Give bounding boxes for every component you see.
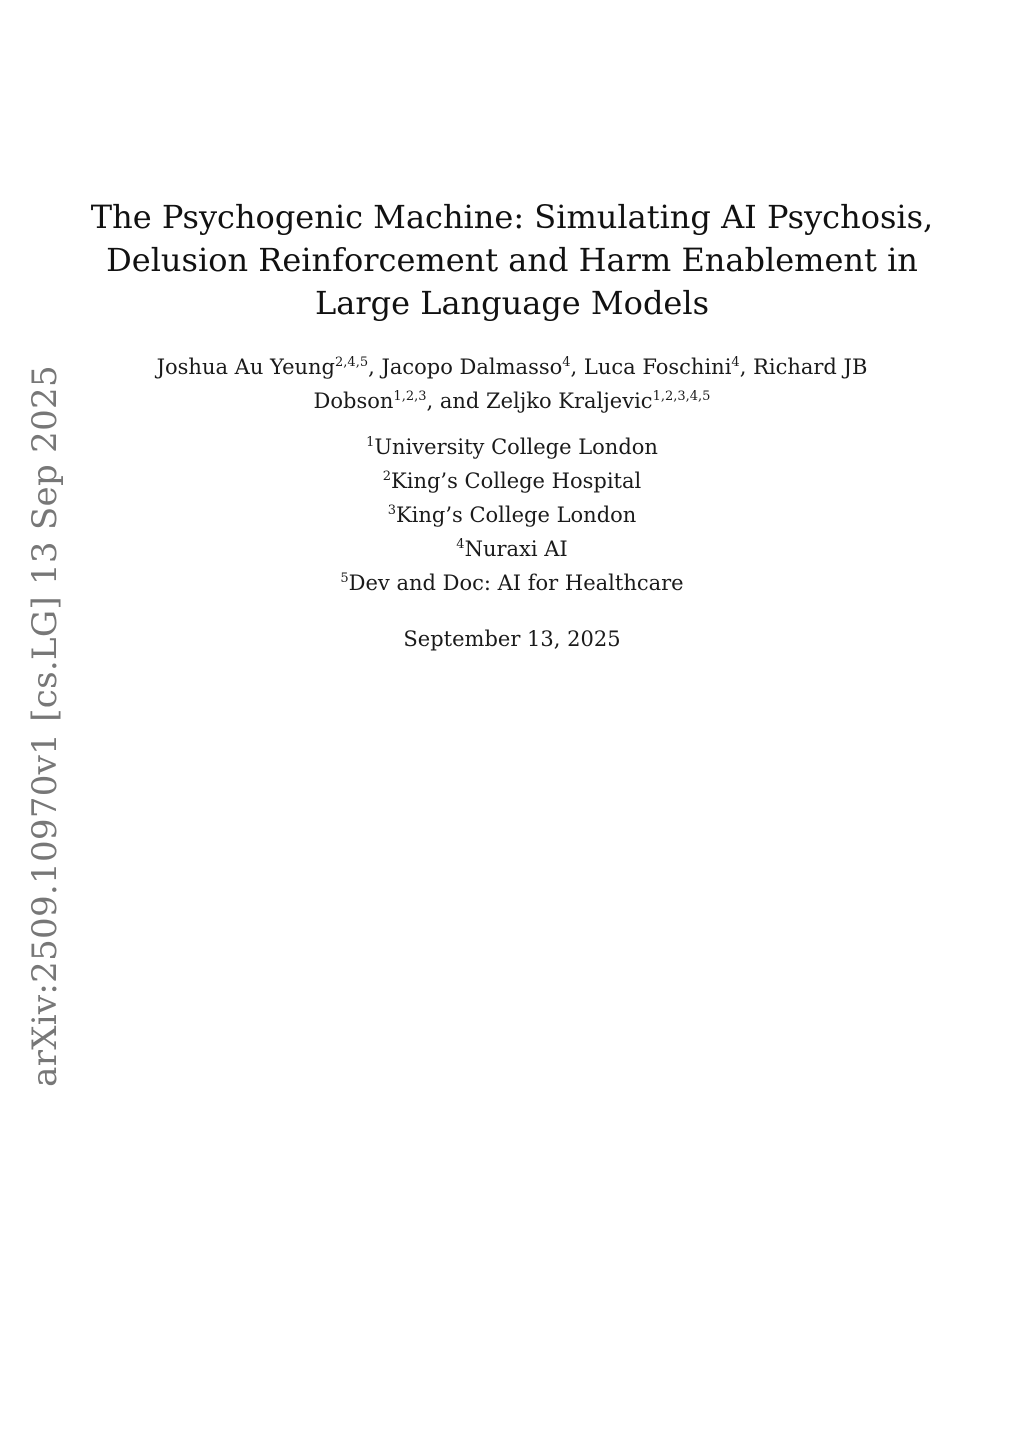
affiliation-number: 5 bbox=[340, 571, 349, 586]
affiliation-number: 4 bbox=[456, 537, 465, 552]
author-separator: , bbox=[368, 355, 382, 379]
affiliation-name: King’s College Hospital bbox=[391, 469, 642, 493]
affiliation-name: King’s College London bbox=[395, 503, 637, 527]
author-separator: , bbox=[739, 355, 754, 379]
author-name: Richard JB Dobson bbox=[313, 355, 868, 413]
affiliation-item bbox=[200, 500, 824, 534]
affiliation-number: 1 bbox=[366, 435, 375, 450]
title-line: Delusion Reinforcement and Harm Enablement in bbox=[106, 241, 918, 279]
affiliation-list bbox=[200, 432, 824, 602]
author-affiliation-marker: 1,2,3,4,5 bbox=[652, 389, 711, 404]
affiliation-name: Dev and Doc: AI for Healthcare bbox=[348, 571, 684, 595]
affiliation-name: University College London bbox=[374, 435, 658, 459]
affiliation-item bbox=[200, 568, 824, 602]
paper-title bbox=[80, 196, 944, 325]
publication-date: September 13, 2025 bbox=[403, 627, 621, 651]
author-affiliation-marker: 4 bbox=[731, 355, 740, 370]
author-list bbox=[120, 352, 904, 420]
affiliation-item bbox=[200, 534, 824, 568]
affiliation-number: 2 bbox=[382, 469, 392, 484]
author-name: Zeljko Kraljevic bbox=[486, 389, 653, 413]
author-name: Luca Foschini bbox=[583, 355, 732, 379]
affiliation-name: Nuraxi AI bbox=[464, 537, 568, 561]
author-separator: , bbox=[570, 355, 584, 379]
author-name: Jacopo Dalmasso bbox=[381, 355, 563, 379]
author-affiliation-marker: 4 bbox=[562, 355, 571, 370]
affiliation-item bbox=[200, 432, 824, 466]
author-name: Joshua Au Yeung bbox=[156, 355, 336, 379]
affiliation-item bbox=[200, 466, 824, 500]
author-affiliation-marker: 1,2,3 bbox=[393, 389, 427, 404]
affiliation-number: 3 bbox=[387, 503, 396, 518]
author-affiliation-marker: 2,4,5 bbox=[335, 355, 369, 370]
title-line: The Psychogenic Machine: Simulating AI Psychosis, bbox=[90, 198, 934, 236]
title-line: Large Language Models bbox=[314, 284, 710, 322]
author-separator: , and bbox=[426, 389, 487, 413]
arxiv-identifier: arXiv:2509.10970v1 [cs.LG] 13 Sep 2025 bbox=[25, 365, 65, 1087]
